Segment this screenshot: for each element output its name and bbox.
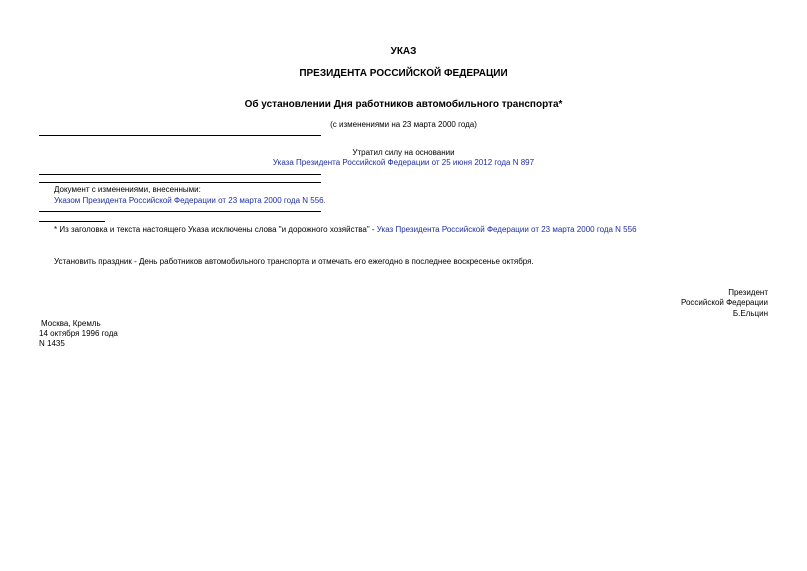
date: 14 октября 1996 года [39, 329, 118, 338]
void-link[interactable]: Указа Президента Российской Федерации от 25 июня 2012 года N 897 [272, 158, 535, 167]
void-label: Утратил силу на основании [352, 148, 455, 157]
signature-name: Б.Ельцин [732, 309, 768, 318]
changes-label: Документ с изменениями, внесенными: [54, 185, 201, 194]
amendment-note: (с изменениями на 23 марта 2000 года) [330, 120, 477, 129]
divider [39, 174, 321, 175]
signature-title: Президент [728, 288, 768, 297]
divider [39, 182, 321, 183]
signature-country: Российской Федерации [681, 298, 768, 307]
footnote-divider [39, 221, 105, 222]
body-paragraph: Установить праздник - День работников автомобильного транспорта и отмечать его ежегодно в последнее воскресенье октября. [54, 257, 534, 266]
document-title: Об установлении Дня работников автомобильного транспорта* [244, 99, 563, 110]
divider [39, 135, 321, 136]
place: Москва, Кремль [41, 319, 101, 328]
footnote-link[interactable]: Указ Президента Российской Федерации от 23 марта 2000 года N 556 [376, 225, 637, 234]
decree-number: N 1435 [39, 339, 65, 348]
heading-president: ПРЕЗИДЕНТА РОССИЙСКОЙ ФЕДЕРАЦИИ [299, 68, 508, 79]
heading-ukaz: УКАЗ [390, 46, 417, 57]
changes-link[interactable]: Указом Президента Российской Федерации от 23 марта 2000 года N 556. [54, 196, 326, 205]
footnote [54, 225, 637, 234]
footnote-text: * Из заголовка и текста настоящего Указа исключены слова "и дорожного хозяйства" - [54, 225, 377, 234]
divider [39, 211, 321, 212]
